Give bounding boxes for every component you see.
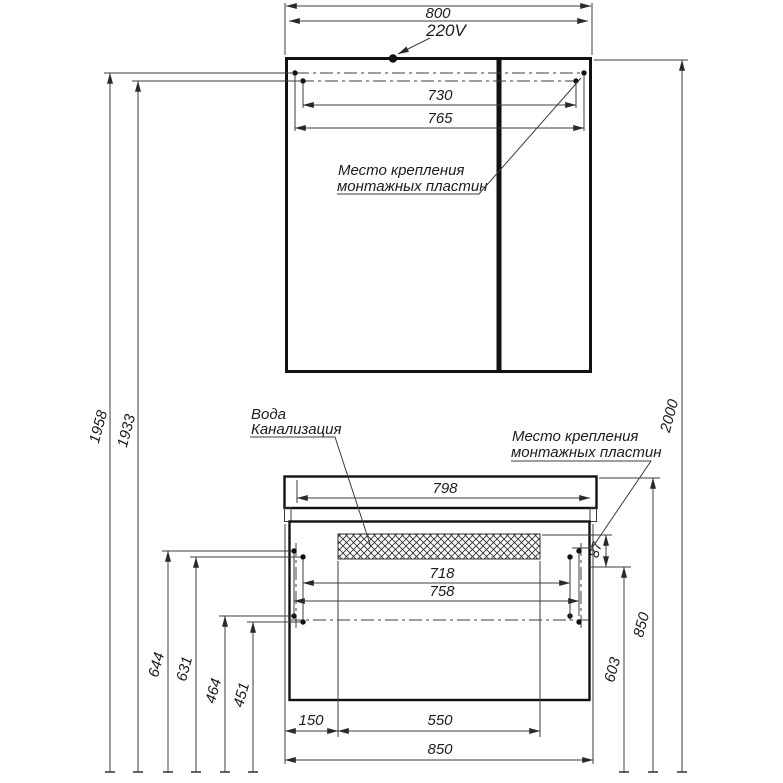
mounting-dot [581,70,586,75]
dim-2000-label: 2000 [657,397,683,435]
dim-718-label: 718 [429,565,455,582]
dim-1958-label: 1958 [86,408,112,446]
dim-631-label: 631 [173,654,197,684]
mounting-dot [300,554,305,559]
dim-730-label: 730 [427,87,453,104]
mounting-dot [300,619,305,624]
dim-765-label: 765 [427,110,453,127]
dim-800-label: 800 [425,5,451,22]
water-note-line1: Вода [251,406,286,423]
mounting-dot [576,619,581,624]
countertop-lip-right [590,508,597,522]
dim-550-label: 550 [427,712,453,729]
dim-850-bottom-label: 850 [427,741,453,758]
power-point-dot [389,54,397,62]
dim-87-label: 87 [585,540,605,560]
dim-150-label: 150 [298,712,324,729]
dim-603-label: 603 [601,655,625,685]
mounting-dot [567,554,572,559]
water-note-leader [250,437,371,547]
dim-850-right-label: 850 [630,610,654,640]
countertop-lip-left [285,508,292,522]
mirror-cabinet [285,3,592,372]
dim-464-label: 464 [202,676,226,706]
dim-758-label: 758 [429,583,455,600]
mounting-note-top-line2: монтажных пластин [337,178,488,195]
dim-644-label: 644 [145,650,169,680]
vanity-unit [250,406,661,764]
water-note-line2: Канализация [251,421,342,438]
mounting-note-bottom-line1: Место крепления [512,428,639,445]
mounting-dot [291,548,296,553]
dim-798-label: 798 [432,480,458,497]
mounting-note-top-line1: Место крепления [338,162,465,179]
dim-1933-label: 1933 [114,412,140,450]
power-label: 220V [426,21,466,40]
mounting-note-bottom-line2: монтажных пластин [511,444,662,461]
dim-451-label: 451 [230,680,254,710]
power-leader-line [398,38,430,54]
mounting-dot [576,548,581,553]
